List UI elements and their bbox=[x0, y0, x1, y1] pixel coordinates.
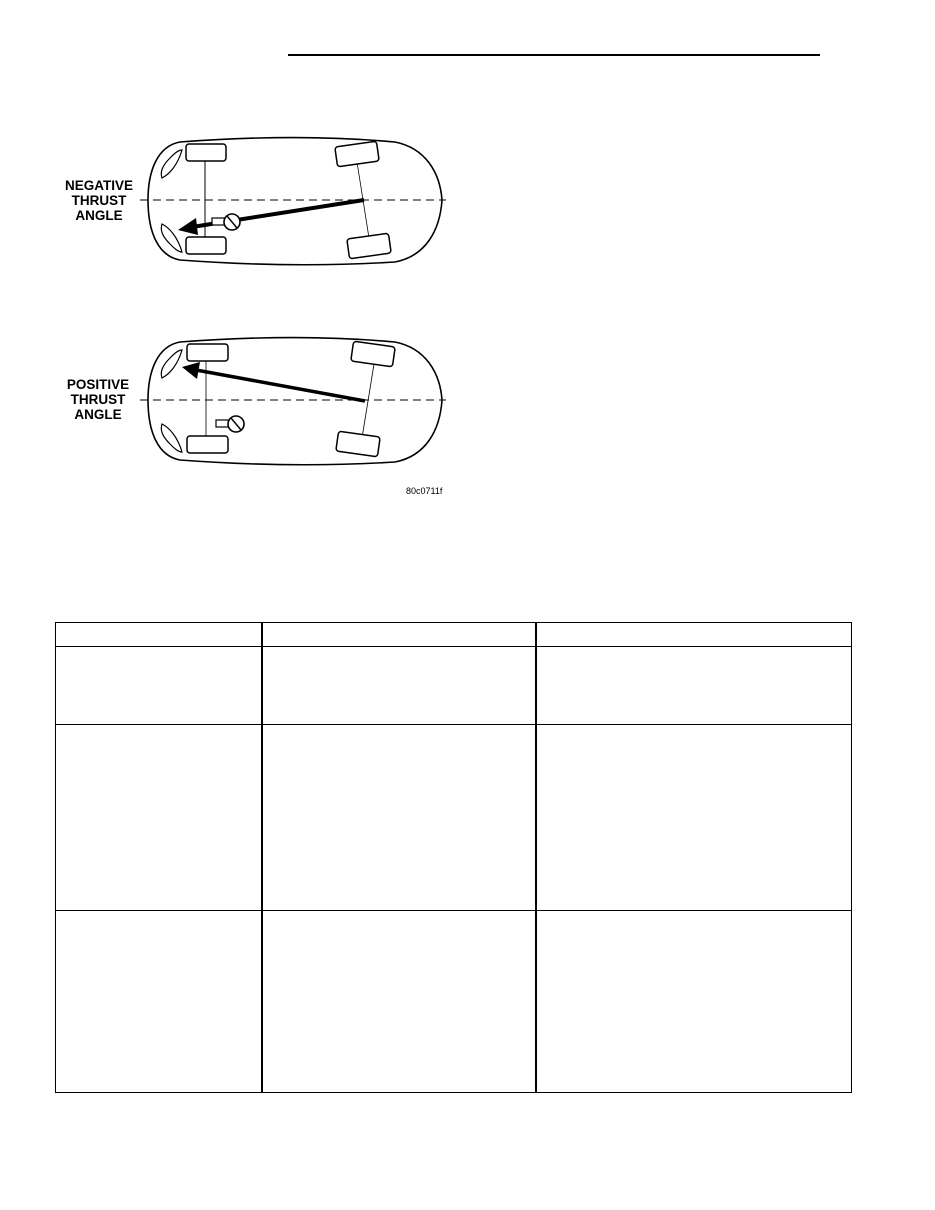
positive-label-line-1: POSITIVE bbox=[66, 377, 130, 392]
adjuster-icon bbox=[216, 416, 244, 432]
front-left-wheel bbox=[351, 341, 395, 367]
table-cell bbox=[55, 911, 261, 1091]
table-cell bbox=[263, 647, 535, 724]
table-cell bbox=[537, 911, 850, 1091]
table-header-cell bbox=[537, 622, 850, 646]
front-left-wheel bbox=[335, 141, 379, 167]
thrust-arrowhead bbox=[178, 218, 198, 235]
thrust-arrowhead bbox=[182, 362, 200, 379]
positive-label-line-3: ANGLE bbox=[74, 407, 122, 422]
adjuster-icon bbox=[212, 214, 240, 230]
rear-right-wheel bbox=[186, 237, 226, 254]
table-cell bbox=[537, 725, 850, 910]
diagnosis-table bbox=[55, 622, 852, 1092]
negative-thrust-car-diagram bbox=[140, 132, 450, 272]
rear-right-wheel bbox=[187, 436, 228, 453]
positive-label-line-2: THRUST bbox=[70, 392, 126, 407]
windshield-marks bbox=[161, 350, 182, 452]
table-cell bbox=[537, 647, 850, 724]
header-rule bbox=[288, 54, 820, 56]
table-header-cell bbox=[263, 622, 535, 646]
negative-label-line-2: THRUST bbox=[71, 193, 127, 208]
positive-thrust-car-diagram bbox=[140, 334, 450, 474]
windshield-marks bbox=[161, 150, 182, 252]
table-cell bbox=[263, 911, 535, 1091]
table-cell bbox=[263, 725, 535, 910]
negative-thrust-angle-label bbox=[44, 178, 154, 223]
front-right-wheel bbox=[347, 233, 391, 259]
table-cell bbox=[55, 647, 261, 724]
thrust-line bbox=[196, 370, 365, 401]
figure-code: 80c0711f bbox=[406, 486, 443, 496]
table-header-cell bbox=[55, 622, 261, 646]
negative-label-line-1: NEGATIVE bbox=[64, 178, 133, 193]
front-right-wheel bbox=[336, 431, 380, 457]
rear-left-wheel bbox=[187, 344, 228, 361]
table-cell bbox=[55, 725, 261, 910]
negative-label-line-3: ANGLE bbox=[75, 208, 123, 223]
positive-thrust-angle-label bbox=[43, 377, 153, 422]
rear-left-wheel bbox=[186, 144, 226, 161]
